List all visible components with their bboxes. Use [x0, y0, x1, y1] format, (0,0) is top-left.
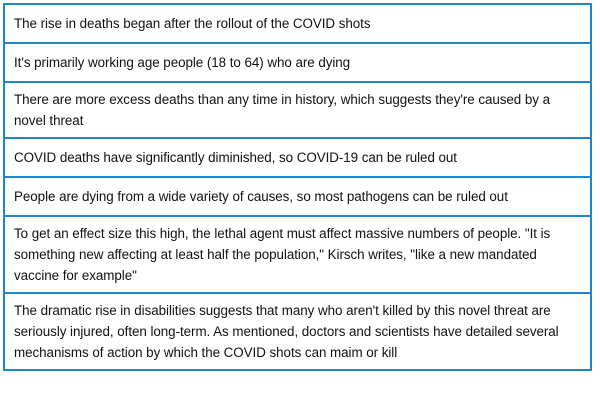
list-item: To get an effect size this high, the lethal agent must affect massive numbers of people. "It is something new affecting at least half the population," Kirsch writes, "like a new mandated vaccine for example" [5, 217, 590, 294]
list-item: There are more excess deaths than any time in history, which suggests they're caused by a novel threat [5, 83, 590, 139]
list-item: The rise in deaths began after the rollout of the COVID shots [5, 5, 590, 44]
list-item: COVID deaths have significantly diminished, so COVID-19 can be ruled out [5, 139, 590, 178]
claims-list [3, 3, 592, 371]
list-item: People are dying from a wide variety of causes, so most pathogens can be ruled out [5, 178, 590, 217]
list-item: It's primarily working age people (18 to 64) who are dying [5, 44, 590, 83]
list-item: The dramatic rise in disabilities suggests that many who aren't killed by this novel threat are seriously injured, often long-term. As mentioned, doctors and scientists have detailed several mechanisms of action by which the COVID shots can maim or kill [5, 294, 590, 371]
